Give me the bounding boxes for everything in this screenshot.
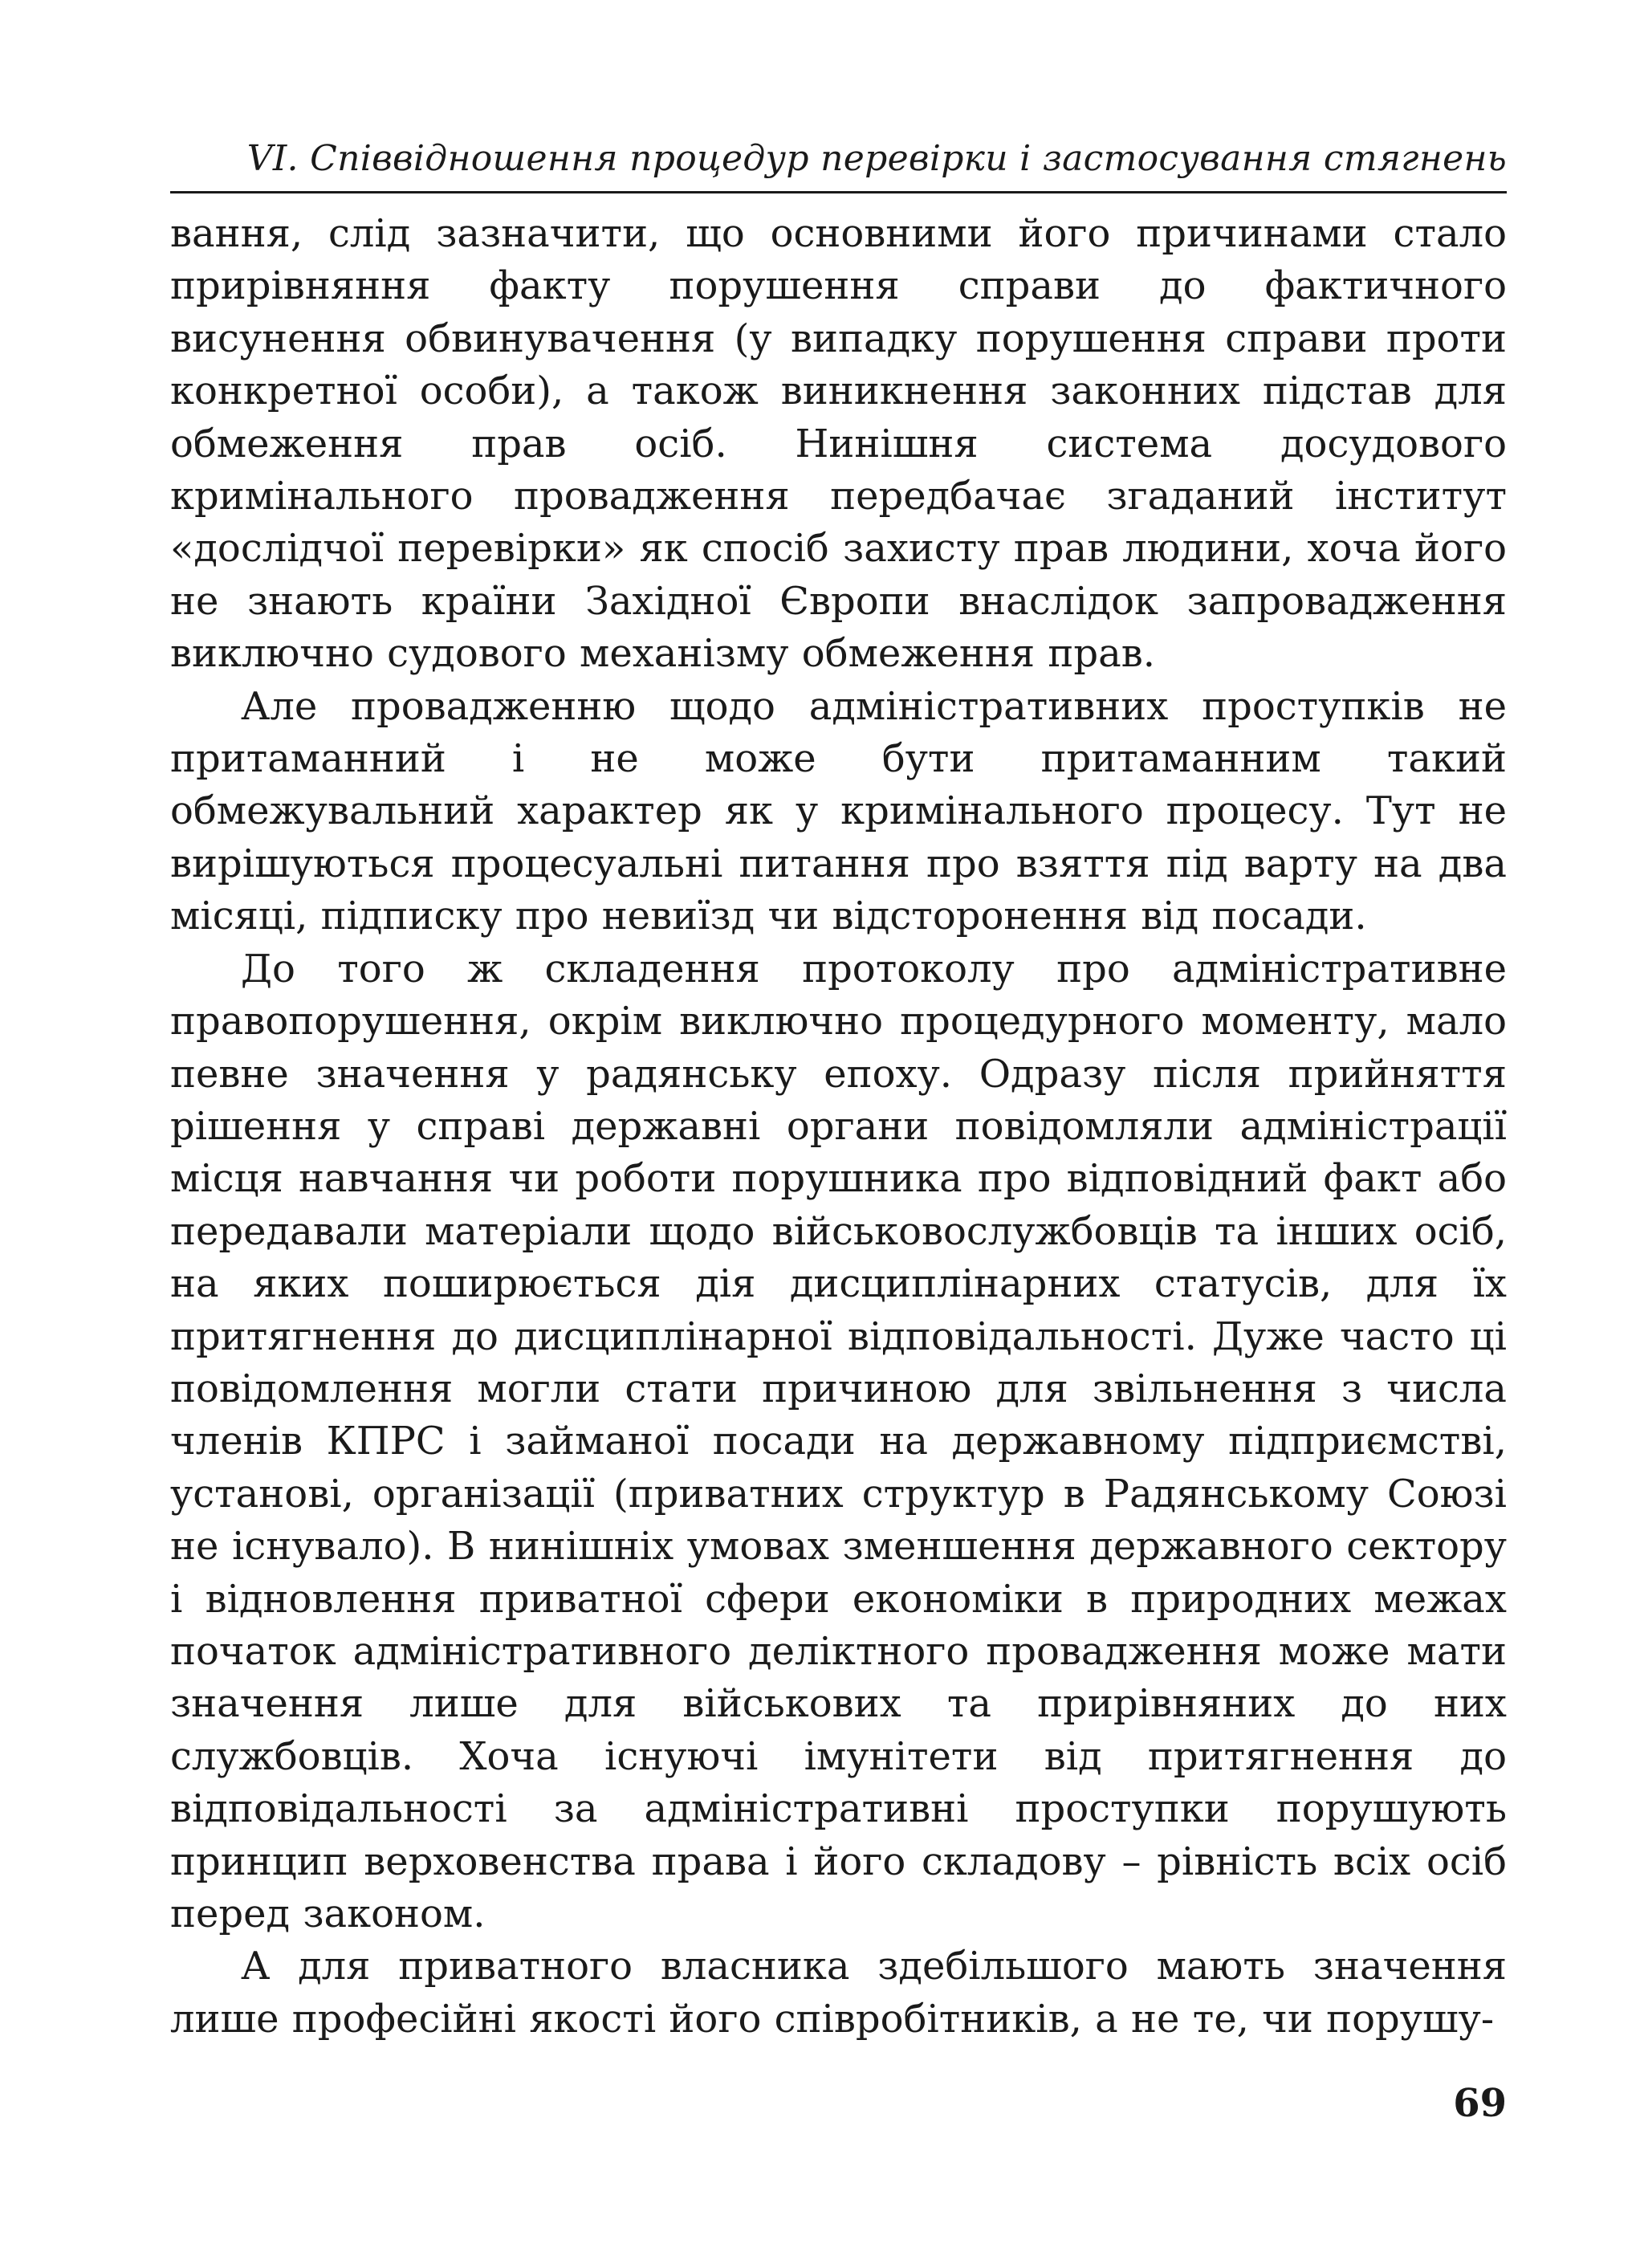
running-header: VI. Співвідношення процедур перевірки і застосування стягнень [170,135,1507,193]
paragraph: А для приватного власника здебільшого мають значення лише професійні якості його співробітників, а не те, чи порушу- [170,1944,1507,2042]
body-text [170,208,1507,2046]
page-number: 69 [1453,2081,1507,2126]
paragraph-continuation: вання, слід зазначити, що основними його причинами стало прирівняння факту порушення справи до фактичного висунення обвинувачення (у випадку порушення справи проти конкретної особи), а також виникнення законних підстав для обмеження прав осіб. Нинішня система досудового кримінального провадження передбачає згаданий інститут «дослідчої перевірки» як спосіб захисту прав людини, хоча його не знають країни Західної Європи внаслідок запровадження виключно судового механізму обмеження прав. [170,211,1507,677]
page [170,135,1507,2046]
paragraph: Але провадженню щодо адміністративних проступків не притаманний і не може бути притаманним такий обмежувальний характер як у кримінального процесу. Тут не вирішуються процесуальні питання про взяття під варту на два місяці, підписку про невиїзд чи відсторонення від посади. [170,683,1507,939]
paragraph: До того ж складення протоколу про адміністративне правопорушення, окрім виключно процедурного моменту, мало певне значення у радянську епоху. Одразу після прийняття рішення у справі державні органи повідомляли адміністрації місця навчання чи роботи порушника про відповідний факт або передавали матеріали щодо військовослужбовців та інших осіб, на яких поширюється дія дисциплінарних статусів, для їх притягнення до дисциплінарної відповідальності. Дуже часто ці повідомлення могли стати причиною для звільнення з числа членів КПРС і займаної посади на державному підприємстві, установі, організації (приватних структур в Радянському Союзі не існувало). В нинішніх умовах зменшення державного сектору і відновлення приватної сфери економіки в природних межах початок адміністративного деліктного провадження може мати значення лише для військових та прирівняних до них службовців. Хоча існуючі імунітети від притягнення до відповідальності за адміністративні проступки порушують принцип верховенства права і його складову – рівність всіх осіб перед законом. [170,946,1507,1936]
